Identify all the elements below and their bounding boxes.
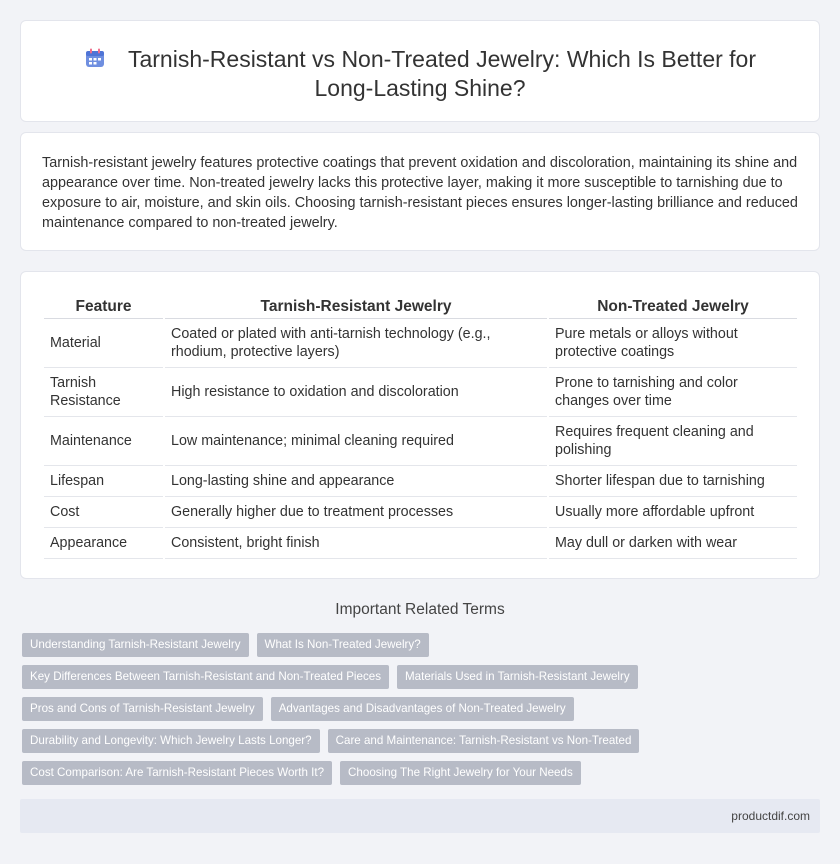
feature-cell: Maintenance	[44, 417, 163, 466]
related-term-link[interactable]: Materials Used in Tarnish-Resistant Jewelry	[397, 665, 638, 689]
related-term-link[interactable]: Understanding Tarnish-Resistant Jewelry	[22, 633, 249, 657]
tarnish-resistant-cell: Generally higher due to treatment processes	[165, 497, 547, 528]
feature-cell: Lifespan	[44, 466, 163, 497]
related-terms-title: Important Related Terms	[335, 601, 505, 618]
table-row	[44, 466, 797, 497]
page-title: Tarnish-Resistant vs Non-Treated Jewelry: Which Is Better for Long-Lasting Shine?	[127, 46, 757, 101]
comparison-card	[20, 271, 820, 579]
intro-paragraph: Tarnish-resistant jewelry features protective coatings that prevent oxidation and discoloration, maintaining its shine and appearance over time. Non-treated jewelry lacks this protective layer, making it more susceptible to tarnishing due to exposure to air, moisture, and skin oils. Choosing tarnish-resistant pieces ensures longer-lasting brilliance and reduced maintenance compared to non-treated jewelry.	[42, 155, 798, 231]
non-treated-cell: Usually more affordable upfront	[549, 497, 797, 528]
related-term-link[interactable]: Choosing The Right Jewelry for Your Needs	[340, 761, 581, 785]
tarnish-resistant-cell: High resistance to oxidation and discoloration	[165, 368, 547, 417]
table-row	[44, 528, 797, 559]
non-treated-cell: Shorter lifespan due to tarnishing	[549, 466, 797, 497]
feature-cell: Cost	[44, 497, 163, 528]
table-row	[44, 417, 797, 466]
calendar-icon	[84, 47, 106, 69]
tarnish-resistant-cell: Long-lasting shine and appearance	[165, 466, 547, 497]
related-term-link[interactable]: Pros and Cons of Tarnish-Resistant Jewelry	[22, 697, 263, 721]
non-treated-cell: Pure metals or alloys without protective coatings	[549, 319, 797, 368]
intro-card	[20, 132, 820, 251]
table-header-row	[44, 294, 797, 319]
header-non-treated: Non-Treated Jewelry	[549, 294, 797, 319]
table-row	[44, 368, 797, 417]
feature-cell: Appearance	[44, 528, 163, 559]
non-treated-cell: Requires frequent cleaning and polishing	[549, 417, 797, 466]
related-term-link[interactable]: Care and Maintenance: Tarnish-Resistant vs Non-Treated	[328, 729, 640, 753]
related-term-link[interactable]: Key Differences Between Tarnish-Resistant and Non-Treated Pieces	[22, 665, 389, 689]
tarnish-resistant-cell: Consistent, bright finish	[165, 528, 547, 559]
feature-cell: Tarnish Resistance	[44, 368, 163, 417]
related-term-link[interactable]: Durability and Longevity: Which Jewelry Lasts Longer?	[22, 729, 320, 753]
non-treated-cell: Prone to tarnishing and color changes over time	[549, 368, 797, 417]
related-term-link[interactable]: Cost Comparison: Are Tarnish-Resistant Pieces Worth It?	[22, 761, 332, 785]
title-wrap	[61, 45, 779, 103]
footer-site-link[interactable]: productdif.com	[731, 809, 810, 823]
related-term-link[interactable]: Advantages and Disadvantages of Non-Treated Jewelry	[271, 697, 574, 721]
header-tarnish-resistant: Tarnish-Resistant Jewelry	[165, 294, 547, 319]
non-treated-cell: May dull or darken with wear	[549, 528, 797, 559]
tarnish-resistant-cell: Low maintenance; minimal cleaning required	[165, 417, 547, 466]
related-terms-list	[22, 633, 818, 793]
table-row	[44, 497, 797, 528]
header-card	[20, 20, 820, 122]
footer-bar	[20, 799, 820, 833]
table-row	[44, 319, 797, 368]
comparison-table	[42, 294, 799, 559]
feature-cell: Material	[44, 319, 163, 368]
header-feature: Feature	[44, 294, 163, 319]
related-term-link[interactable]: What Is Non-Treated Jewelry?	[257, 633, 429, 657]
tarnish-resistant-cell: Coated or plated with anti-tarnish technology (e.g., rhodium, protective layers)	[165, 319, 547, 368]
